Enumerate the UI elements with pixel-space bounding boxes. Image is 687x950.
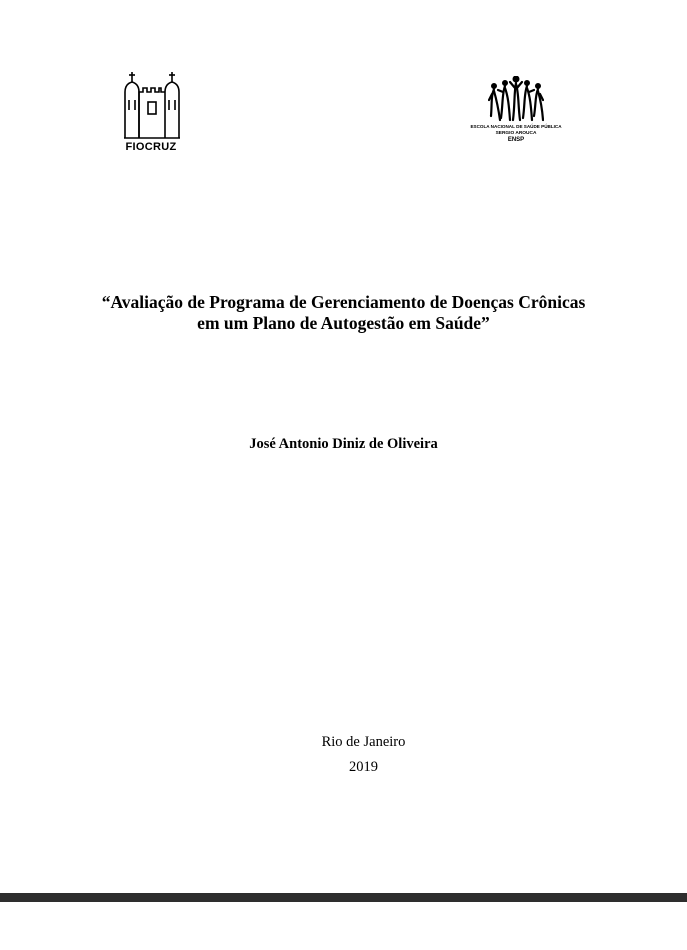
ensp-logo-line-1: ESCOLA NACIONAL DE SAÚDE PÚBLICA — [470, 124, 562, 129]
author-name: José Antonio Diniz de Oliveira — [249, 436, 438, 452]
ensp-logo — [470, 76, 562, 148]
document-title-line-1: “Avaliação de Programa de Gerenciamento de Doenças Crônicas — [101, 292, 586, 312]
footer-bar — [0, 893, 687, 902]
ensp-logo-line-3: ENSP — [507, 137, 525, 143]
document-title — [40, 292, 647, 334]
ensp-people-icon — [488, 76, 544, 122]
year: 2019 — [349, 759, 378, 775]
ensp-logo-line-2: SERGIO AROUCA — [495, 131, 537, 136]
fiocruz-castle-icon — [122, 70, 182, 140]
fiocruz-logo — [118, 70, 188, 156]
footer-blank — [0, 902, 687, 950]
fiocruz-logo-text: FIOCRUZ — [125, 141, 177, 153]
place: Rio de Janeiro — [321, 734, 406, 750]
document-title-line-2: em um Plano de Autogestão em Saúde” — [197, 313, 490, 333]
